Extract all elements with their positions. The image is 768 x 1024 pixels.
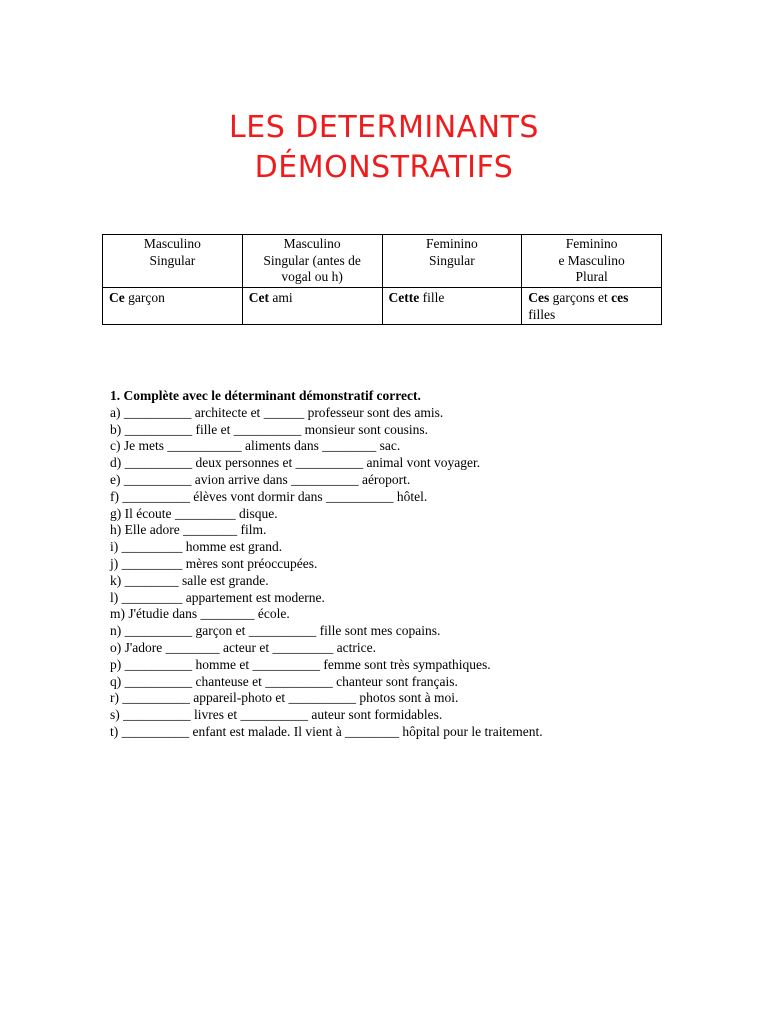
exercise-item: k) ________ salle est grande. — [110, 572, 269, 588]
exercise-heading: 1. Complète avec le déterminant démonstratif correct. — [110, 388, 421, 403]
exercise-item: b) __________ fille et __________ monsieur sont cousins. — [110, 421, 428, 437]
cell-ces: Ces garçons et ces filles — [522, 288, 662, 325]
header-masc-singular: Masculino Singular — [103, 235, 243, 288]
exercise-item: n) __________ garçon et __________ fille sont mes copains. — [110, 623, 441, 639]
exercise-item: p) __________ homme et __________ femme sont très sympathiques. — [110, 656, 491, 672]
header-plural: Feminino e Masculino Plural — [522, 235, 662, 288]
table-header-row — [103, 235, 662, 288]
exercise-item: h) Elle adore ________ film. — [110, 522, 267, 538]
cell-cette: Cette fille — [382, 288, 522, 325]
header-masc-singular-vowel: Masculino Singular (antes de vogal ou h) — [242, 235, 382, 288]
document-title — [0, 108, 768, 188]
exercise-section — [110, 388, 710, 741]
exercise-item: a) __________ architecte et ______ professeur sont des amis. — [110, 404, 444, 420]
exercise-item: o) J'adore ________ acteur et _________ actrice. — [110, 639, 376, 655]
exercise-item: e) __________ avion arrive dans __________ aéroport. — [110, 471, 411, 487]
exercise-item: f) __________ élèves vont dormir dans __________ hôtel. — [110, 488, 428, 504]
exercise-item: q) __________ chanteuse et __________ chanteur sont français. — [110, 673, 458, 689]
exercise-item: d) __________ deux personnes et __________ animal vont voyager. — [110, 455, 481, 471]
cell-ce: Ce garçon — [103, 288, 243, 325]
exercise-item: j) _________ mères sont préoccupées. — [110, 555, 318, 571]
exercise-item: g) Il écoute _________ disque. — [110, 505, 278, 521]
determinants-table — [102, 234, 662, 325]
exercise-item: r) __________ appareil-photo et __________ photos sont à moi. — [110, 690, 459, 706]
exercise-item: s) __________ livres et __________ auteur sont formidables. — [110, 707, 443, 723]
exercise-item: c) Je mets ___________ aliments dans ________ sac. — [110, 438, 401, 454]
exercise-lines — [110, 405, 710, 741]
table-row — [103, 288, 662, 325]
header-fem-singular: Feminino Singular — [382, 235, 522, 288]
exercise-item: m) J'étudie dans ________ école. — [110, 606, 290, 622]
cell-cet: Cet ami — [242, 288, 382, 325]
title-line-1: LES DETERMINANTS — [229, 110, 539, 145]
title-line-2: DÉMONSTRATIFS — [254, 150, 514, 185]
exercise-item: i) _________ homme est grand. — [110, 539, 283, 555]
exercise-item: t) __________ enfant est malade. Il vient à ________ hôpital pour le traitement. — [110, 723, 543, 739]
exercise-item: l) _________ appartement est moderne. — [110, 589, 325, 605]
